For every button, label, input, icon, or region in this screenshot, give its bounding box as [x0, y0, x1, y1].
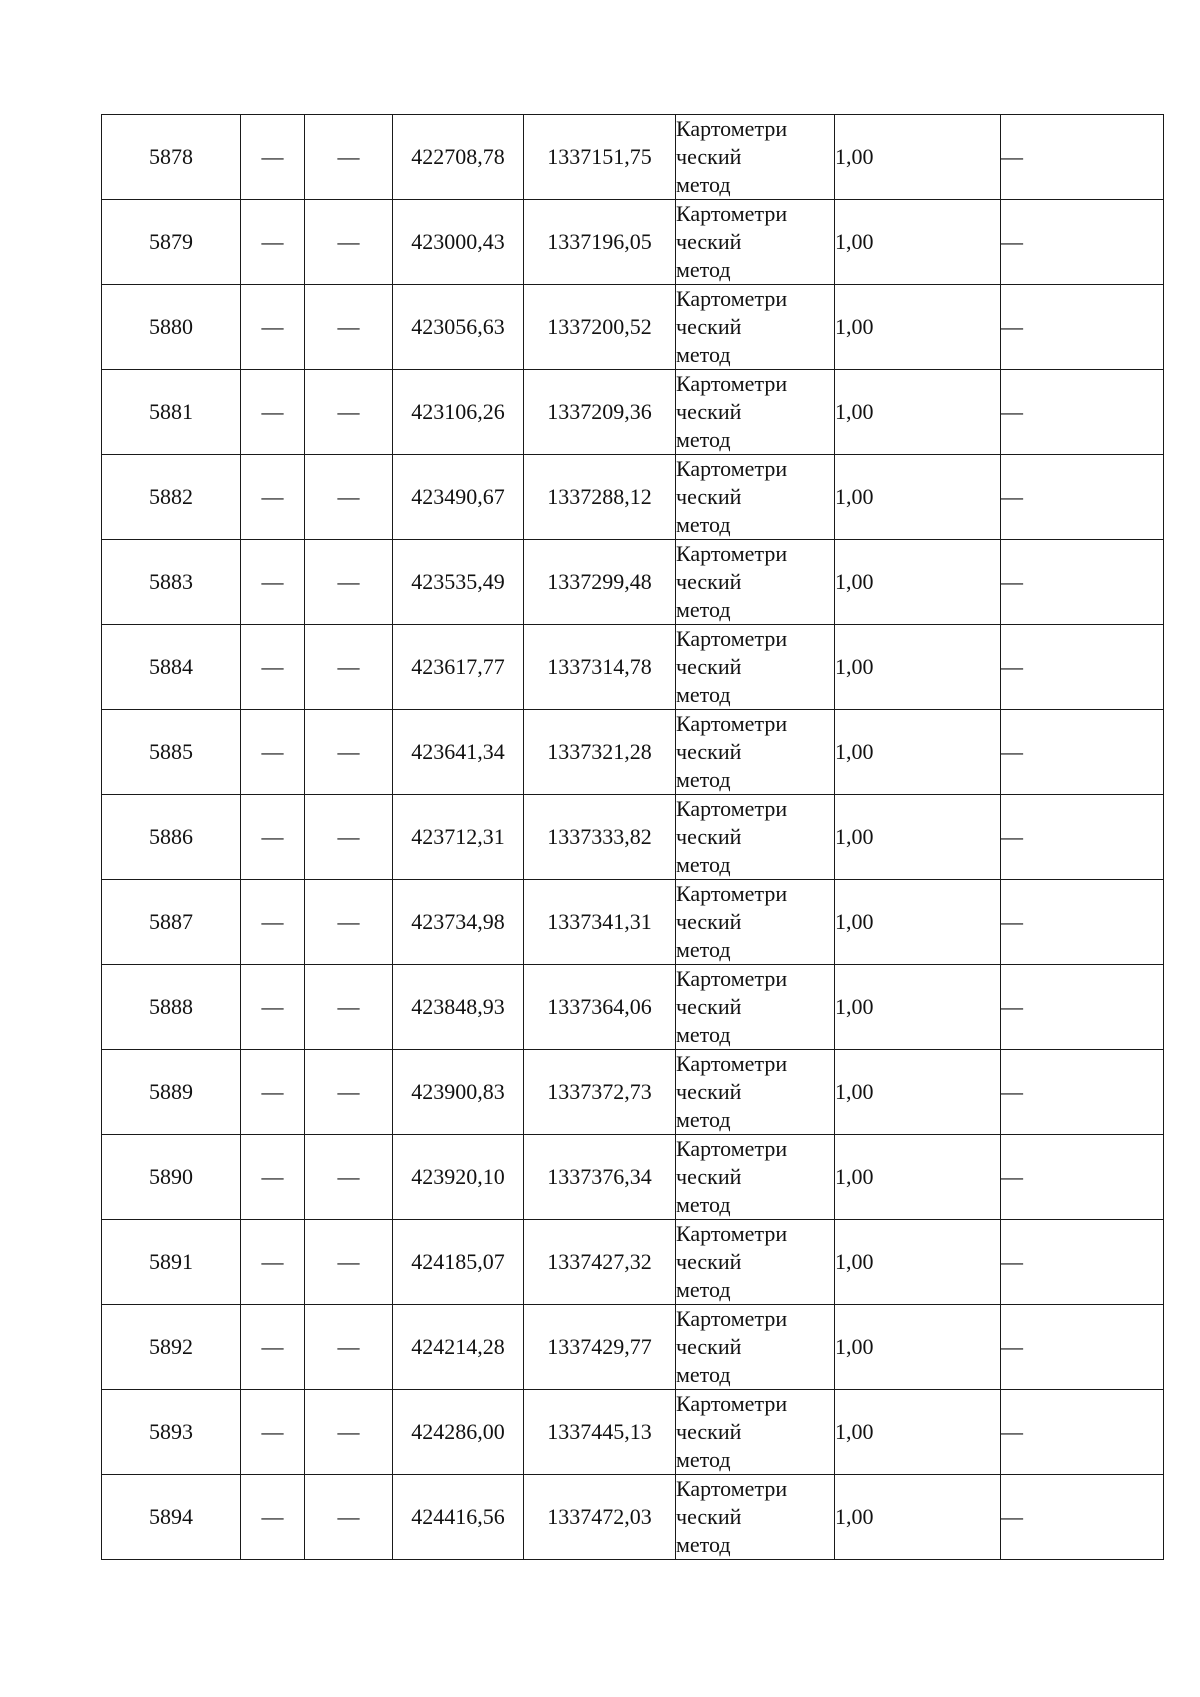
empty-dash-cell: —	[1001, 370, 1164, 455]
empty-dash-cell: —	[1001, 455, 1164, 540]
point-number-cell: 5886	[102, 795, 241, 880]
empty-dash-cell: —	[305, 1390, 393, 1475]
point-number-cell: 5884	[102, 625, 241, 710]
empty-dash-cell: —	[1001, 540, 1164, 625]
point-number-cell: 5894	[102, 1475, 241, 1560]
table-row	[102, 965, 1164, 1050]
empty-dash-cell: —	[241, 710, 305, 795]
accuracy-cell: 1,00	[835, 880, 1001, 965]
empty-dash-cell: —	[305, 1475, 393, 1560]
empty-dash-cell: —	[241, 455, 305, 540]
x-coordinate-cell: 422708,78	[393, 115, 524, 200]
method-cell	[676, 370, 835, 455]
y-coordinate-cell: 1337151,75	[524, 115, 676, 200]
point-number-cell: 5878	[102, 115, 241, 200]
method-cell	[676, 795, 835, 880]
empty-dash-cell: —	[1001, 200, 1164, 285]
point-number-cell: 5893	[102, 1390, 241, 1475]
method-text: Картометри ческий метод	[676, 286, 788, 367]
method-cell	[676, 285, 835, 370]
accuracy-cell: 1,00	[835, 1390, 1001, 1475]
empty-dash-cell: —	[241, 795, 305, 880]
empty-dash-cell: —	[241, 1050, 305, 1135]
method-text: Картометри ческий метод	[676, 966, 788, 1047]
empty-dash-cell: —	[305, 115, 393, 200]
empty-dash-cell: —	[1001, 710, 1164, 795]
table-row	[102, 880, 1164, 965]
empty-dash-cell: —	[1001, 1390, 1164, 1475]
table-row	[102, 795, 1164, 880]
empty-dash-cell: —	[1001, 1220, 1164, 1305]
empty-dash-cell: —	[241, 1220, 305, 1305]
x-coordinate-cell: 423000,43	[393, 200, 524, 285]
empty-dash-cell: —	[241, 200, 305, 285]
method-cell	[676, 1050, 835, 1135]
accuracy-cell: 1,00	[835, 455, 1001, 540]
y-coordinate-cell: 1337321,28	[524, 710, 676, 795]
empty-dash-cell: —	[1001, 1050, 1164, 1135]
y-coordinate-cell: 1337376,34	[524, 1135, 676, 1220]
x-coordinate-cell: 423056,63	[393, 285, 524, 370]
y-coordinate-cell: 1337472,03	[524, 1475, 676, 1560]
method-text: Картометри ческий метод	[676, 1391, 788, 1472]
empty-dash-cell: —	[305, 880, 393, 965]
empty-dash-cell: —	[1001, 795, 1164, 880]
method-text: Картометри ческий метод	[676, 541, 788, 622]
x-coordinate-cell: 424286,00	[393, 1390, 524, 1475]
method-text: Картометри ческий метод	[676, 1136, 788, 1217]
accuracy-cell: 1,00	[835, 540, 1001, 625]
empty-dash-cell: —	[1001, 880, 1164, 965]
empty-dash-cell: —	[241, 625, 305, 710]
x-coordinate-cell: 423900,83	[393, 1050, 524, 1135]
table-row	[102, 540, 1164, 625]
empty-dash-cell: —	[305, 370, 393, 455]
point-number-cell: 5885	[102, 710, 241, 795]
empty-dash-cell: —	[1001, 285, 1164, 370]
empty-dash-cell: —	[241, 370, 305, 455]
y-coordinate-cell: 1337200,52	[524, 285, 676, 370]
y-coordinate-cell: 1337209,36	[524, 370, 676, 455]
table-row	[102, 1390, 1164, 1475]
x-coordinate-cell: 424185,07	[393, 1220, 524, 1305]
method-text: Картометри ческий метод	[676, 626, 788, 707]
point-number-cell: 5888	[102, 965, 241, 1050]
method-cell	[676, 710, 835, 795]
x-coordinate-cell: 423641,34	[393, 710, 524, 795]
method-cell	[676, 965, 835, 1050]
point-number-cell: 5887	[102, 880, 241, 965]
y-coordinate-cell: 1337372,73	[524, 1050, 676, 1135]
method-cell	[676, 625, 835, 710]
method-cell	[676, 1475, 835, 1560]
accuracy-cell: 1,00	[835, 625, 1001, 710]
method-text: Картометри ческий метод	[676, 371, 788, 452]
point-number-cell: 5890	[102, 1135, 241, 1220]
empty-dash-cell: —	[241, 285, 305, 370]
method-cell	[676, 455, 835, 540]
empty-dash-cell: —	[305, 710, 393, 795]
table-row	[102, 1305, 1164, 1390]
table-row	[102, 710, 1164, 795]
empty-dash-cell: —	[1001, 1305, 1164, 1390]
accuracy-cell: 1,00	[835, 710, 1001, 795]
y-coordinate-cell: 1337333,82	[524, 795, 676, 880]
method-cell	[676, 115, 835, 200]
method-text: Картометри ческий метод	[676, 456, 788, 537]
method-cell	[676, 1390, 835, 1475]
table-row	[102, 285, 1164, 370]
empty-dash-cell: —	[305, 285, 393, 370]
empty-dash-cell: —	[305, 1135, 393, 1220]
y-coordinate-cell: 1337196,05	[524, 200, 676, 285]
x-coordinate-cell: 423535,49	[393, 540, 524, 625]
y-coordinate-cell: 1337427,32	[524, 1220, 676, 1305]
accuracy-cell: 1,00	[835, 1475, 1001, 1560]
method-cell	[676, 540, 835, 625]
method-text: Картометри ческий метод	[676, 881, 788, 962]
empty-dash-cell: —	[305, 200, 393, 285]
accuracy-cell: 1,00	[835, 370, 1001, 455]
method-text: Картометри ческий метод	[676, 711, 788, 792]
method-cell	[676, 200, 835, 285]
accuracy-cell: 1,00	[835, 200, 1001, 285]
method-text: Картометри ческий метод	[676, 201, 788, 282]
table-row	[102, 370, 1164, 455]
table-row	[102, 1050, 1164, 1135]
accuracy-cell: 1,00	[835, 1220, 1001, 1305]
method-text: Картометри ческий метод	[676, 1051, 788, 1132]
accuracy-cell: 1,00	[835, 1305, 1001, 1390]
point-number-cell: 5891	[102, 1220, 241, 1305]
accuracy-cell: 1,00	[835, 795, 1001, 880]
accuracy-cell: 1,00	[835, 1050, 1001, 1135]
empty-dash-cell: —	[305, 1305, 393, 1390]
point-number-cell: 5882	[102, 455, 241, 540]
empty-dash-cell: —	[241, 1305, 305, 1390]
empty-dash-cell: —	[241, 880, 305, 965]
point-number-cell: 5883	[102, 540, 241, 625]
empty-dash-cell: —	[305, 455, 393, 540]
empty-dash-cell: —	[305, 1050, 393, 1135]
x-coordinate-cell: 423490,67	[393, 455, 524, 540]
y-coordinate-cell: 1337341,31	[524, 880, 676, 965]
method-cell	[676, 1220, 835, 1305]
accuracy-cell: 1,00	[835, 115, 1001, 200]
empty-dash-cell: —	[241, 1135, 305, 1220]
empty-dash-cell: —	[241, 115, 305, 200]
empty-dash-cell: —	[305, 625, 393, 710]
method-text: Картометри ческий метод	[676, 1221, 788, 1302]
method-cell	[676, 1305, 835, 1390]
method-cell	[676, 880, 835, 965]
empty-dash-cell: —	[241, 540, 305, 625]
table-row	[102, 1475, 1164, 1560]
x-coordinate-cell: 423712,31	[393, 795, 524, 880]
x-coordinate-cell: 424416,56	[393, 1475, 524, 1560]
x-coordinate-cell: 424214,28	[393, 1305, 524, 1390]
table-body	[102, 115, 1164, 1560]
table-row	[102, 200, 1164, 285]
y-coordinate-cell: 1337429,77	[524, 1305, 676, 1390]
y-coordinate-cell: 1337288,12	[524, 455, 676, 540]
empty-dash-cell: —	[305, 1220, 393, 1305]
table-row	[102, 455, 1164, 540]
accuracy-cell: 1,00	[835, 285, 1001, 370]
x-coordinate-cell: 423106,26	[393, 370, 524, 455]
empty-dash-cell: —	[241, 965, 305, 1050]
empty-dash-cell: —	[305, 540, 393, 625]
accuracy-cell: 1,00	[835, 1135, 1001, 1220]
accuracy-cell: 1,00	[835, 965, 1001, 1050]
x-coordinate-cell: 423848,93	[393, 965, 524, 1050]
method-text: Картометри ческий метод	[676, 116, 788, 197]
y-coordinate-cell: 1337445,13	[524, 1390, 676, 1475]
point-number-cell: 5881	[102, 370, 241, 455]
empty-dash-cell: —	[241, 1475, 305, 1560]
empty-dash-cell: —	[241, 1390, 305, 1475]
x-coordinate-cell: 423734,98	[393, 880, 524, 965]
method-text: Картометри ческий метод	[676, 1306, 788, 1387]
point-number-cell: 5889	[102, 1050, 241, 1135]
point-number-cell: 5892	[102, 1305, 241, 1390]
empty-dash-cell: —	[1001, 115, 1164, 200]
point-number-cell: 5880	[102, 285, 241, 370]
empty-dash-cell: —	[1001, 1475, 1164, 1560]
y-coordinate-cell: 1337364,06	[524, 965, 676, 1050]
y-coordinate-cell: 1337299,48	[524, 540, 676, 625]
empty-dash-cell: —	[1001, 625, 1164, 710]
method-cell	[676, 1135, 835, 1220]
x-coordinate-cell: 423617,77	[393, 625, 524, 710]
empty-dash-cell: —	[305, 795, 393, 880]
empty-dash-cell: —	[305, 965, 393, 1050]
empty-dash-cell: —	[1001, 965, 1164, 1050]
table-row	[102, 115, 1164, 200]
table-row	[102, 1135, 1164, 1220]
coordinates-table	[101, 114, 1164, 1560]
table-row	[102, 625, 1164, 710]
y-coordinate-cell: 1337314,78	[524, 625, 676, 710]
x-coordinate-cell: 423920,10	[393, 1135, 524, 1220]
empty-dash-cell: —	[1001, 1135, 1164, 1220]
method-text: Картометри ческий метод	[676, 1476, 788, 1557]
table-row	[102, 1220, 1164, 1305]
point-number-cell: 5879	[102, 200, 241, 285]
method-text: Картометри ческий метод	[676, 796, 788, 877]
